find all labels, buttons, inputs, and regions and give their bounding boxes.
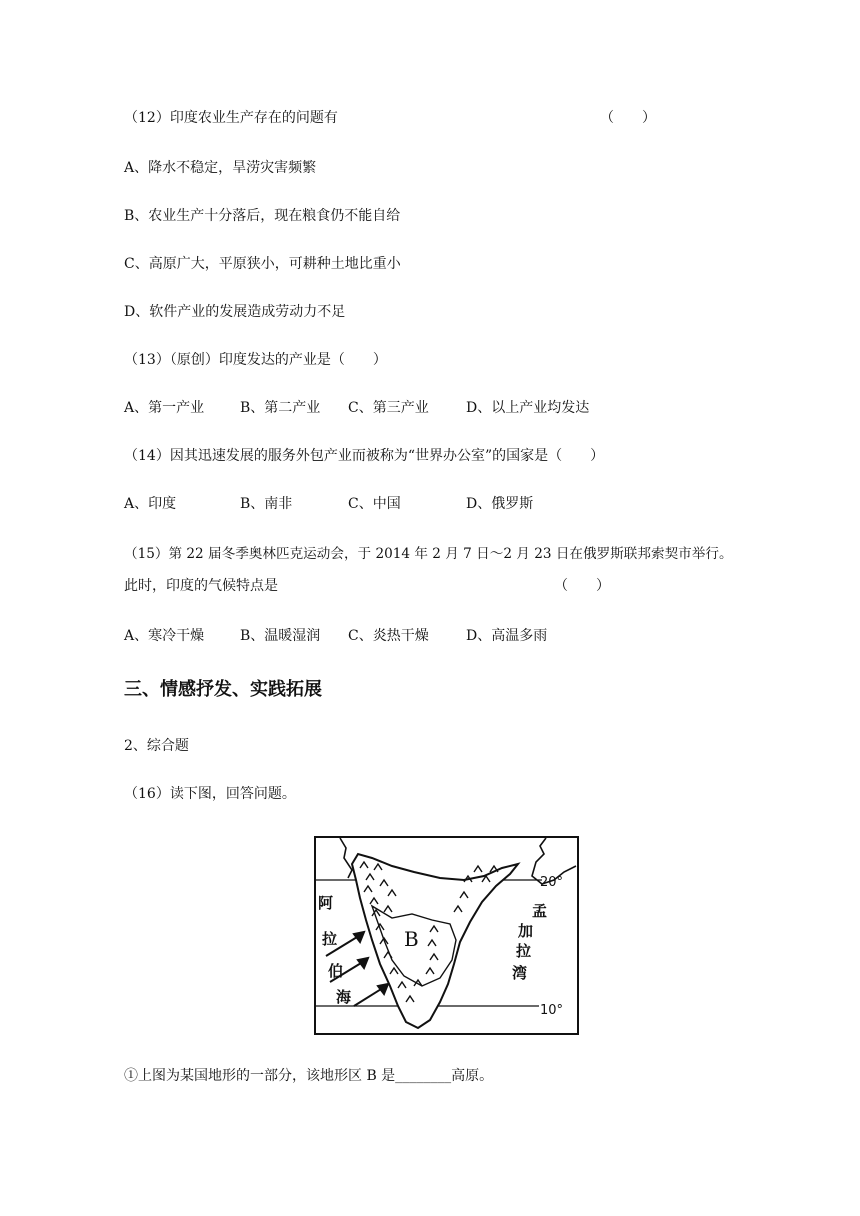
q14-option-a: A、印度: [124, 496, 177, 512]
q15-stem-line2: 此时，印度的气候特点是: [124, 578, 278, 594]
q13-option-a: A、第一产业: [124, 400, 205, 416]
bay-of-bengal-label-1: 孟: [532, 902, 548, 920]
q12-option-a: A、降水不稳定，旱涝灾害频繁: [124, 160, 317, 176]
section-heading: 三、情感抒发、实践拓展: [124, 679, 322, 700]
q16-sub1: ①上图为某国地形的一部分，该地形区 B 是________高原。: [124, 1068, 494, 1084]
q13-stem: （13）（原创）印度发达的产业是（ ）: [124, 352, 387, 368]
comprehensive-label: 2、综合题: [124, 738, 189, 754]
arabian-sea-label-1: 阿: [318, 894, 334, 912]
q13-option-d: D、以上产业均发达: [466, 400, 590, 416]
q14-option-b: B、南非: [240, 496, 293, 512]
region-b-label: B: [404, 927, 419, 951]
arabian-sea-label-4: 海: [336, 988, 352, 1006]
bay-of-bengal-label-2: 加: [518, 922, 534, 940]
q12-stem: （12）印度农业生产存在的问题有: [124, 110, 338, 126]
q14-option-d: D、俄罗斯: [466, 496, 534, 512]
india-peninsula-map: [314, 836, 579, 1035]
q14-stem: （14）因其迅速发展的服务外包产业而被称为“世界办公室”的国家是（ ）: [124, 448, 605, 464]
q12-option-d: D、软件产业的发展造成劳动力不足: [124, 304, 346, 320]
latitude-20-label: 20°: [540, 875, 564, 890]
q12-option-c: C、高原广大，平原狭小，可耕种土地比重小: [124, 256, 401, 272]
q16-stem: （16）读下图，回答问题。: [124, 786, 296, 802]
latitude-10-label: 10°: [540, 1003, 564, 1018]
q15-option-c: C、炎热干燥: [348, 628, 429, 644]
bay-of-bengal-label-3: 拉: [516, 942, 532, 960]
q15-option-d: D、高温多雨: [466, 628, 548, 644]
arabian-sea-label-3: 伯: [328, 962, 344, 980]
q12-answer-paren: （ ）: [600, 110, 656, 126]
q15-answer-paren: （ ）: [554, 578, 610, 594]
q15-option-b: B、温暖湿润: [240, 628, 321, 644]
q12-option-b: B、农业生产十分落后，现在粮食仍不能自给: [124, 208, 401, 224]
bay-of-bengal-label-4: 湾: [512, 964, 528, 982]
q15-stem-line1: （15）第 22 届冬季奥林匹克运动会，于 2014 年 2 月 7 日～2 月 23 日在俄罗斯联邦索契市举行。: [124, 546, 733, 562]
arabian-sea-label-2: 拉: [322, 930, 338, 948]
q13-option-b: B、第二产业: [240, 400, 321, 416]
q15-option-a: A、寒冷干燥: [124, 628, 205, 644]
q14-option-c: C、中国: [348, 496, 401, 512]
q13-option-c: C、第三产业: [348, 400, 429, 416]
